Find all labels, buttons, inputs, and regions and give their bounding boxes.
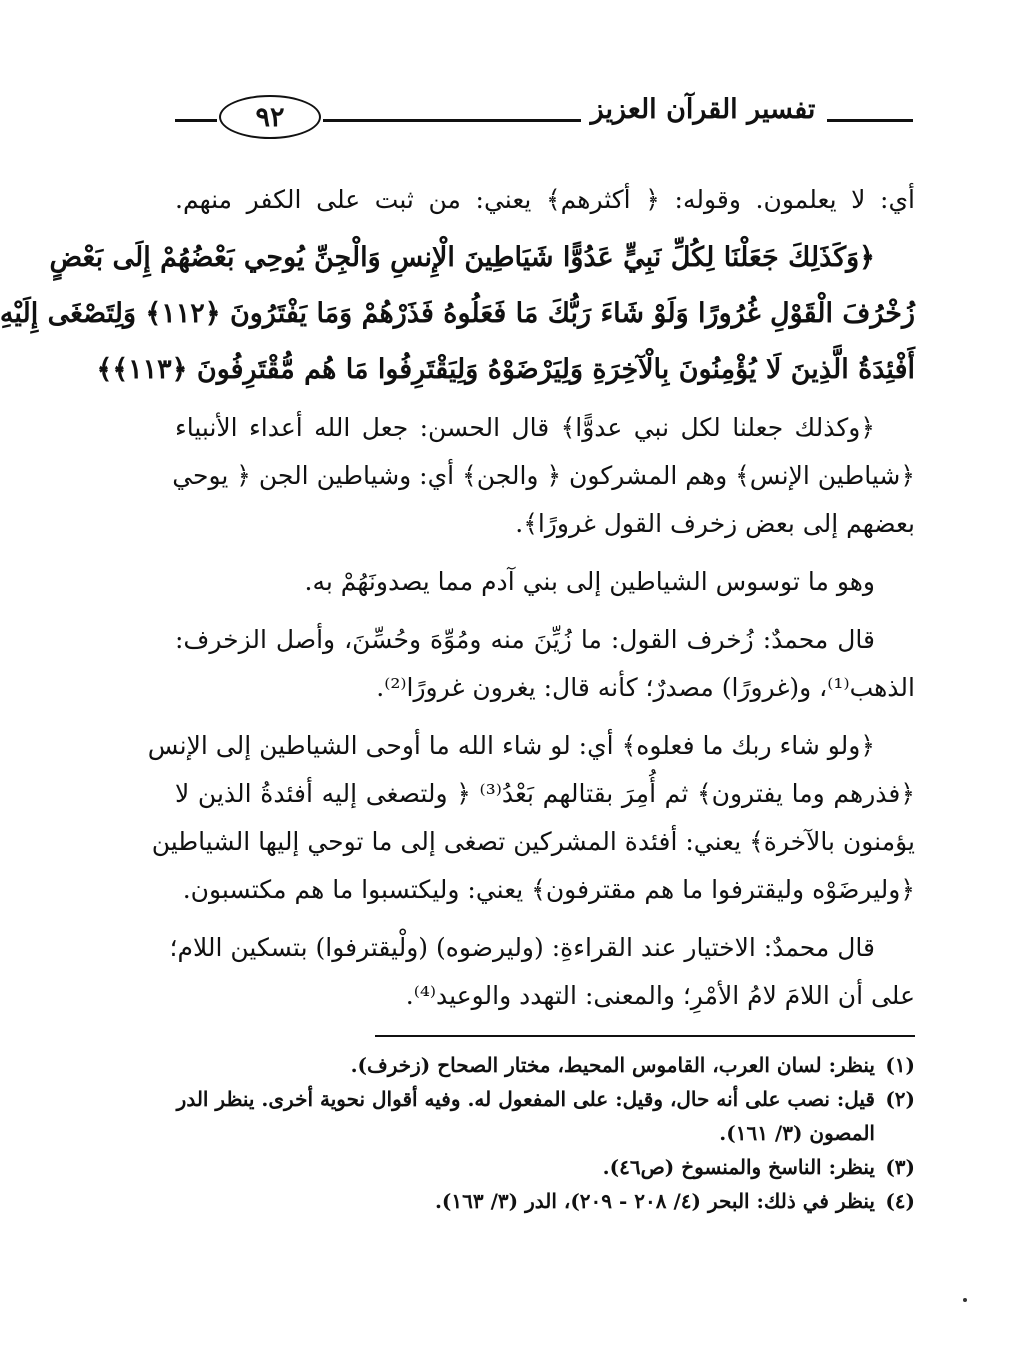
header-rule-right [827, 119, 913, 122]
text-line: الذهب⁽¹⁾، و(غرورًا) مصدرٌ؛ كأنه قال: يغرون غرورًا⁽²⁾. [376, 673, 915, 702]
paragraph [169, 924, 915, 1020]
paragraph [175, 176, 915, 224]
footnote-number: (٣) [885, 1155, 915, 1179]
footnote-item [175, 1184, 915, 1218]
footnote-text-continued: المصون (٣/ ١٦١). [719, 1121, 875, 1145]
footnote-text: ينظر: لسان العرب، القاموس المحيط، مختار الصحاح (زخرف). [350, 1053, 875, 1077]
paragraph [175, 616, 915, 712]
book-title: تفسير القرآن العزيز [590, 94, 816, 125]
verse-line: زُخْرُفَ الْقَوْلِ غُرُورًا وَلَوْ شَاءَ رَبُّكَ مَا فَعَلُوهُ فَذَرْهُمْ وَمَا يَفْتَرُونَ ﴿١١٢﴾ وَلِتَصْغَى إِلَيْهِ [0, 298, 915, 329]
footnote-text: ينظر في ذلك: البحر (٤/ ٢٠٨ - ٢٠٩)، الدر (٣/ ١٦٣). [434, 1189, 875, 1213]
scan-speck [963, 1298, 967, 1302]
verse-line: ﴿وَكَذَلِكَ جَعَلْنَا لِكُلِّ نَبِيٍّ عَدُوًّا شَيَاطِينَ الْإِنسِ وَالْجِنِّ يُوحِي بَعْضُهُمْ إِلَى بَعْضٍ [49, 242, 875, 273]
footnote-number: (١) [885, 1053, 915, 1077]
paragraph [172, 404, 915, 548]
paragraph [175, 558, 915, 606]
quran-verse [0, 230, 915, 398]
text-line: ﴿وكذلك جعلنا لكل نبي عدوًّا﴾ قال الحسن: جعل الله أعداء الأنبياء [175, 413, 875, 442]
footnote-item [175, 1048, 915, 1082]
header-rule-middle [323, 119, 581, 122]
main-text [0, 176, 915, 1020]
footnote-number: (٤) [885, 1189, 915, 1213]
text-line: ﴿ولو شاء ربك ما فعلوه﴾ أي: لو شاء الله ما أوحى الشياطين إلى الإنس [147, 731, 875, 760]
footnote-text: قيل: نصب على أنه حال، وقيل: على المفعول له. وفيه أقوال نحوية أخرى. ينظر الدر [176, 1087, 875, 1111]
footnote-text: ينظر: الناسخ والمنسوخ (ص٤٦). [602, 1155, 875, 1179]
text-line: قال محمدٌ: الاختيار عند القراءةِ: (وليرضوه) (ولْيقترفوا) بتسكين اللام؛ [169, 933, 875, 962]
footnote-item [175, 1082, 915, 1116]
text-line: بعضهم إلى بعض زخرف القول غرورًا﴾. [515, 509, 915, 538]
text-line: ﴿شياطين الإنس﴾ وهم المشركون ﴿ والجن﴾ أي: وشياطين الجن ﴿ يوحي [172, 461, 915, 490]
text-line: أي: لا يعلمون. وقوله: ﴿ أكثرهم﴾ يعني: من ثبت على الكفر منهم. [175, 185, 915, 214]
text-line: قال محمدٌ: زُخرف القول: ما زُيِّنَ منه ومُوِّهَ وحُسِّنَ، وأصل الزخرف: [175, 625, 875, 654]
text-line: ﴿فذرهم وما يفترون﴾ ثم أُمِرَ بقتالهم بَعْدُ⁽³⁾ ﴿ ولتصغى إليه أفئدةُ الذين لا [175, 779, 915, 808]
text-line: على أن اللامَ لامُ الأمْرِ؛ والمعنى: التهدد والوعيد⁽⁴⁾. [405, 981, 915, 1010]
text-line: ﴿وليرضَوْه وليقترفوا ما هم مقترفون﴾ يعني: وليكتسبوا ما هم مكتسبون. [182, 875, 915, 904]
footnote-item [175, 1150, 915, 1184]
paragraph [147, 722, 915, 914]
text-line: وهو ما توسوس الشياطين إلى بني آدم مما يصدونَهُمْ به. [304, 567, 875, 596]
page-number: ٩٢ [219, 95, 321, 139]
footnotes [175, 1048, 915, 1218]
page-header [175, 88, 913, 150]
verse-line: أَفْئِدَةُ الَّذِينَ لَا يُؤْمِنُونَ بِالْآخِرَةِ وَلِيَرْضَوْهُ وَلِيَقْتَرِفُوا مَا هُم مُّقْتَرِفُونَ ﴿١١٣﴾﴾ [96, 354, 915, 385]
footnote-number: (٢) [885, 1087, 915, 1111]
footnote-separator [375, 1035, 915, 1037]
header-rule-left [175, 119, 217, 122]
text-line: يؤمنون بالآخرة﴾ يعني: أفئدة المشركين تصغى إلى ما توحي إليها الشياطين [151, 827, 915, 856]
